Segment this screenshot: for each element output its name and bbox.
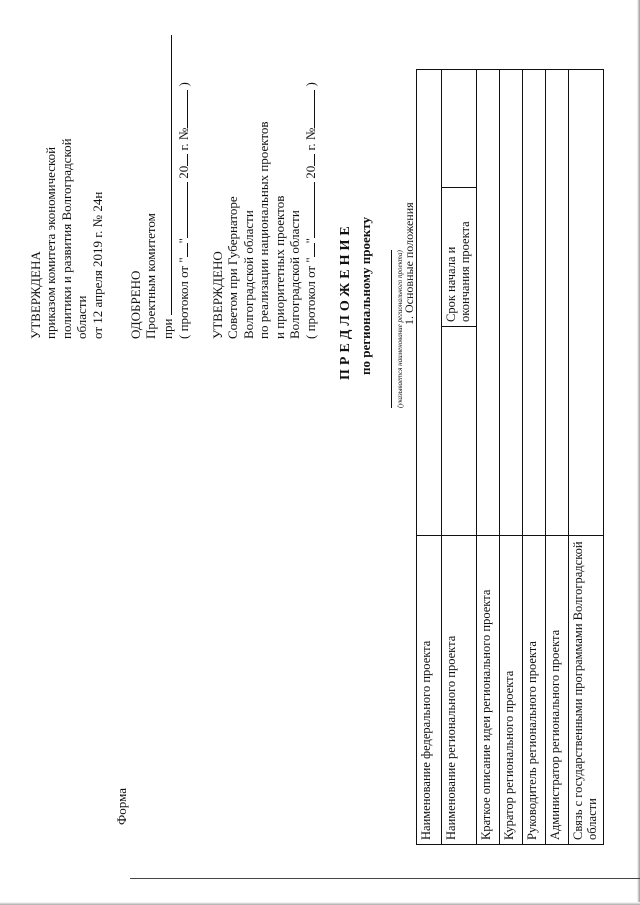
council-approval-block (210, 19, 319, 339)
row-value (500, 70, 523, 536)
document-title: ПРЕДЛОЖЕНИЕ (338, 222, 353, 380)
council-protocol: ( протокол от " " 20 г. № ) (303, 82, 319, 339)
deadline-label: Срок начала и окончания проекта (442, 188, 477, 327)
council-line: и приоритетных проектов (271, 195, 287, 339)
row-label: Администратор регионального проекта (546, 536, 569, 845)
approval-block (28, 19, 105, 339)
row-label: Куратор регионального проекта (500, 536, 523, 845)
row-value (546, 70, 569, 536)
row-label: Краткое описание идеи регионального проекта (477, 536, 500, 845)
table-row (477, 70, 500, 845)
main-provisions-table (416, 69, 604, 845)
odobreno-line: Проектным комитетом (143, 213, 159, 339)
odobreno-line: при (159, 19, 175, 339)
council-line: по реализации национальных проектов (256, 121, 272, 339)
form-label: Форма (114, 788, 129, 825)
row-value (417, 70, 442, 536)
council-line: Волгоградской области (240, 210, 256, 339)
odobreno-heading: ОДОБРЕНО (128, 270, 143, 339)
approval-line: приказом комитета экономической (43, 146, 59, 339)
row-label: Связь с государственными программами Волгоградской области (569, 536, 604, 845)
row-value (477, 70, 500, 536)
document-subtitle: по региональному проекту (358, 217, 373, 375)
row-value (569, 70, 604, 536)
deadline-value (442, 70, 477, 188)
table-row (442, 70, 477, 845)
council-heading: УТВЕРЖДЕНО (210, 251, 225, 339)
row-label: Наименование федерального проекта (417, 536, 442, 845)
approval-line: области (74, 295, 90, 339)
table-row (546, 70, 569, 845)
row-label: Руководитель регионального проекта (523, 536, 546, 845)
approval-heading: УТВЕРЖДЕНА (28, 251, 43, 339)
row-label: Наименование регионального проекта (442, 536, 477, 845)
row-value (523, 70, 546, 536)
approval-date: от 12 апреля 2019 г. № 24н (89, 191, 105, 339)
table-row (417, 70, 442, 845)
table-row (523, 70, 546, 845)
council-line: Волгоградской области (287, 210, 303, 339)
table-row (569, 70, 604, 845)
approval-line: политики и развития Волгоградской (58, 138, 74, 339)
odobreno-protocol: ( протокол от " " 20 г. № ) (176, 82, 192, 339)
table-row (500, 70, 523, 845)
council-line: Советом при Губернаторе (225, 196, 241, 339)
section-heading: 1. Основные положения (402, 202, 416, 325)
odobreno-block (128, 19, 192, 339)
project-name-hint: (указывается наименование регионального проекта) (391, 250, 408, 408)
row-value (442, 327, 477, 536)
